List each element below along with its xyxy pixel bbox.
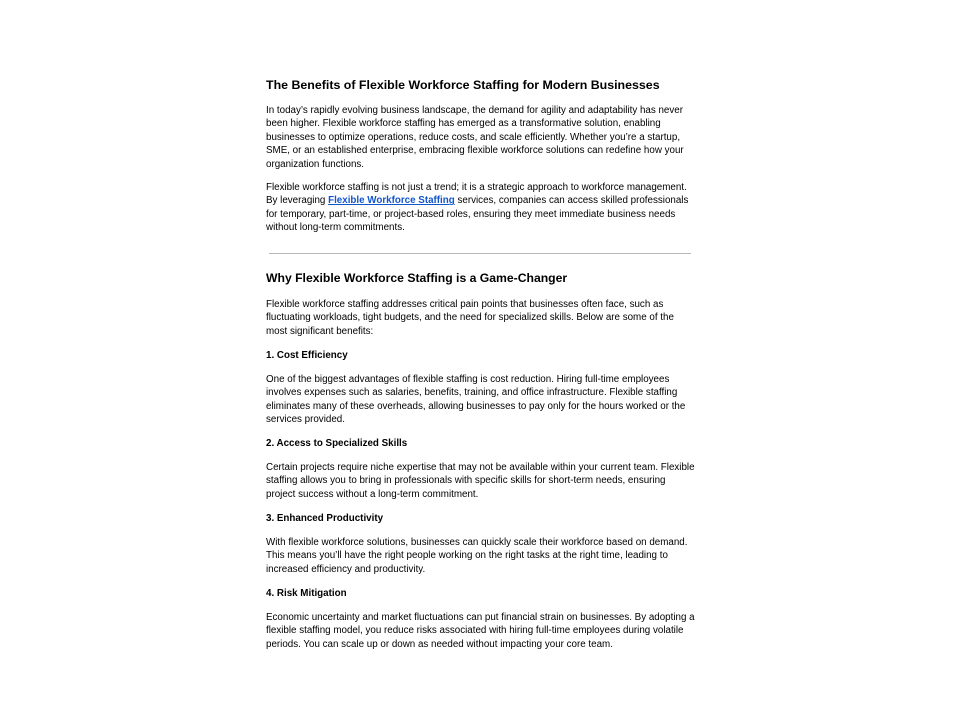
section-intro-paragraph: Flexible workforce staffing addresses critical pain points that businesses often face, such as fluctuating workloads, tight budgets, and the need for specialized skills. Below are some of the most significant benefits: — [266, 299, 674, 337]
benefit-body-cost-efficiency: One of the biggest advantages of flexible staffing is cost reduction. Hiring full-time employees involves expenses such as salaries, benefits, training, and office infrastructure. Flexible staffing eliminates many of these overheads, allowing businesses to pay only for the hours worked or the services provided. — [266, 374, 686, 426]
intro-text-after-link: services, companies can access skilled professionals for temporary, part-time, or project-based roles, ensuring they meet immediate business needs without long-term commitments. — [266, 195, 689, 234]
intro-paragraph-2 — [266, 181, 696, 235]
horizontal-divider — [269, 253, 691, 254]
intro-paragraph-1: In today’s rapidly evolving business landscape, the demand for agility and adaptability has never been higher. Flexible workforce staffing has emerged as a transformative solution, enabling businesses to optimize operations, reduce costs, and scale efficiently. Whether you’re a startup, SME, or an established enterprise, embracing flexible workforce solutions can redefine how your organization functions. — [266, 105, 684, 170]
intro-text-before-link: Flexible workforce staffing is not just a trend; it is a strategic approach to workforce management. By leveraging — [266, 182, 687, 207]
benefit-heading-specialized-skills: 2. Access to Specialized Skills — [266, 438, 408, 449]
flexible-workforce-staffing-link[interactable]: Flexible Workforce Staffing — [328, 195, 455, 207]
benefit-body-enhanced-productivity: With flexible workforce solutions, businesses can quickly scale their workforce based on demand. This means you’ll have the right people working on the right tasks at the right time, leading to increased efficiency and productivity. — [266, 537, 688, 575]
benefit-body-risk-mitigation: Economic uncertainty and market fluctuations can put financial strain on businesses. By adopting a flexible staffing model, you reduce risks associated with hiring full-time employees during volatile periods. You can scale up or down as needed without impacting your core team. — [266, 612, 695, 650]
benefit-body-specialized-skills: Certain projects require niche expertise that may not be available within your current team. Flexible staffing allows you to bring in professionals with specific skills for short-term needs, ensuring project success without a long-term commitment. — [266, 462, 695, 500]
benefit-heading-risk-mitigation: 4. Risk Mitigation — [266, 588, 347, 599]
benefit-heading-cost-efficiency: 1. Cost Efficiency — [266, 350, 348, 361]
article-title: The Benefits of Flexible Workforce Staffing for Modern Businesses — [266, 78, 660, 92]
section-heading: Why Flexible Workforce Staffing is a Game-Changer — [266, 271, 568, 285]
benefit-heading-enhanced-productivity: 3. Enhanced Productivity — [266, 513, 384, 524]
